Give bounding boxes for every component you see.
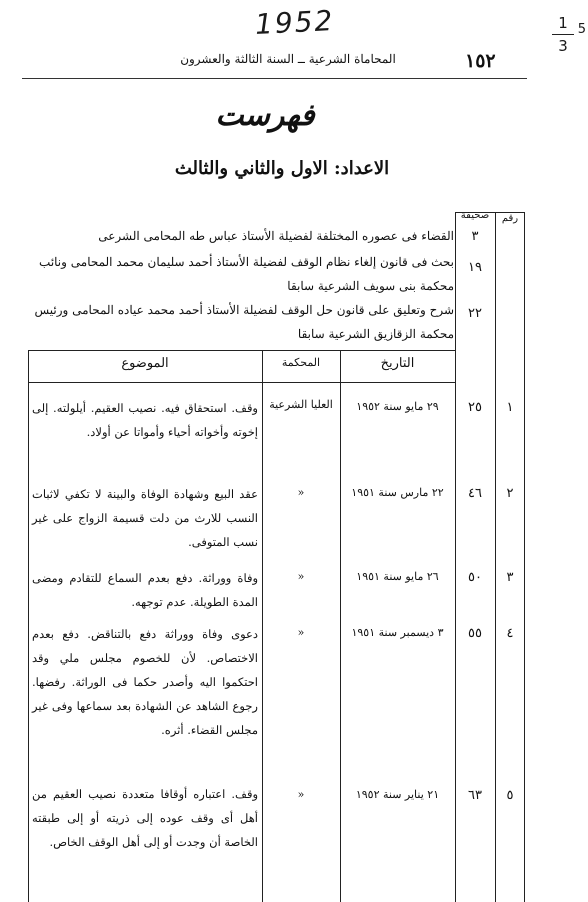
intro-entry-page: ١٩ xyxy=(468,260,482,275)
corner-numerator: 1 xyxy=(558,14,568,32)
header-number: رقم xyxy=(501,213,519,224)
column-header-court: المحكمة xyxy=(281,356,321,369)
intro-entry-text: القضاء فى عصوره المختلفة لفضيلة الأستاذ عباس طه المحامى الشرعى xyxy=(98,229,454,243)
header-page: صحيفة xyxy=(460,210,490,221)
row-number: ٥ xyxy=(506,788,514,803)
columns-header-bottom-rule xyxy=(28,382,455,383)
row-page: ٤٦ xyxy=(468,486,482,501)
handwritten-edge-mark: 5 xyxy=(577,22,586,37)
row-court: « xyxy=(297,570,305,583)
running-header: المحاماة الشرعية ــ السنة الثالثة والعشرون xyxy=(180,52,396,66)
row-date: ٢١ يناير سنة ١٩٥٢ xyxy=(355,788,440,801)
row-court: « xyxy=(297,788,305,801)
row-subject: وقف. استحقاق فيه. نصيب العقيم. أيلولته. إلى إخوته وأخواته أحياء وأمواتا عن أولاد. xyxy=(32,401,258,439)
row-date: ٢٢ مارس سنة ١٩٥١ xyxy=(351,486,444,499)
row-subject: دعوى وفاة ووراثة دفع بالتناقض. دفع بعدم الاختصاص. لأن للخصوم مجلس ملي وقد احتكموا اليه وأصدر حكما فى الوراثة. رفضها. رجوع الشاهد عن الشهادة بعد سماعها وفى غير مجلس القضاء. أثره. xyxy=(32,627,258,737)
intro-entry xyxy=(30,250,454,298)
page-subtitle: الاعداد: الاول والثاني والثالث xyxy=(174,158,390,179)
row-page: ٦٣ xyxy=(468,788,482,803)
row-page: ٢٥ xyxy=(468,400,482,415)
row-date: ٣ ديسمبر سنة ١٩٥١ xyxy=(351,626,444,639)
row-number: ١ xyxy=(506,400,514,415)
handwritten-year: 1952 xyxy=(254,3,336,42)
row-subject: وفاة ووراثة. دفع بعدم السماع للتقادم ومضى المدة الطويلة. عدم توجهه. xyxy=(32,571,258,609)
corner-denominator: 3 xyxy=(558,37,568,55)
row-number: ٢ xyxy=(506,486,514,501)
intro-entry-page: ٣ xyxy=(471,229,479,244)
page-number: ١٥٢ xyxy=(465,50,496,72)
row-subject: وقف. اعتباره أوقافا متعددة نصيب العقيم من أهل أى وقف عوده إلى ذريته أو إلى طبقته الخاصة أن وجدت أو إلى أهل الوقف الخاص. xyxy=(32,787,258,849)
columns-header-top-rule xyxy=(28,350,455,351)
intro-entry xyxy=(30,224,454,248)
intro-entry xyxy=(30,298,454,346)
header-rule xyxy=(22,78,527,79)
row-page: ٥٠ xyxy=(468,570,482,585)
column-header-date: التاريخ xyxy=(380,356,415,371)
intro-entry-text: بحث فى قانون إلغاء نظام الوقف لفضيلة الأستاذ أحمد سليمان محمد المحامى ونائب محكمة بنى سويف الشرعية سابقا xyxy=(39,255,454,293)
row-court: « xyxy=(297,486,305,499)
handwritten-corner-fraction xyxy=(552,14,574,55)
row-number: ٣ xyxy=(506,570,514,585)
table-border-left xyxy=(28,350,29,902)
row-date: ٢٦ مايو سنة ١٩٥١ xyxy=(356,570,439,583)
row-court: العليا الشرعية xyxy=(269,398,333,411)
intro-entry-page: ٢٢ xyxy=(468,306,482,321)
fraction-line xyxy=(552,34,574,35)
row-page: ٥٥ xyxy=(468,626,482,641)
row-subject: عقد البيع وشهادة الوفاة والبينة لا تكفي لاثبات النسب للارث من دلت قسيمة الزواج على غير نسب المتوفى. xyxy=(32,487,258,549)
column-header-subject: الموضوع xyxy=(121,356,169,371)
row-number: ٤ xyxy=(506,626,514,641)
table-border-right xyxy=(524,212,525,902)
intro-entry-text: شرح وتعليق على قانون حل الوقف لفضيلة الأستاذ أحمد محمد عياده المحامى ورئيس محكمة الزقازيق الشرعية سابقا xyxy=(34,303,454,341)
row-court: « xyxy=(297,626,305,639)
row-date: ٢٩ مايو سنة ١٩٥٢ xyxy=(356,400,439,413)
page-title: فهرست xyxy=(215,98,315,133)
